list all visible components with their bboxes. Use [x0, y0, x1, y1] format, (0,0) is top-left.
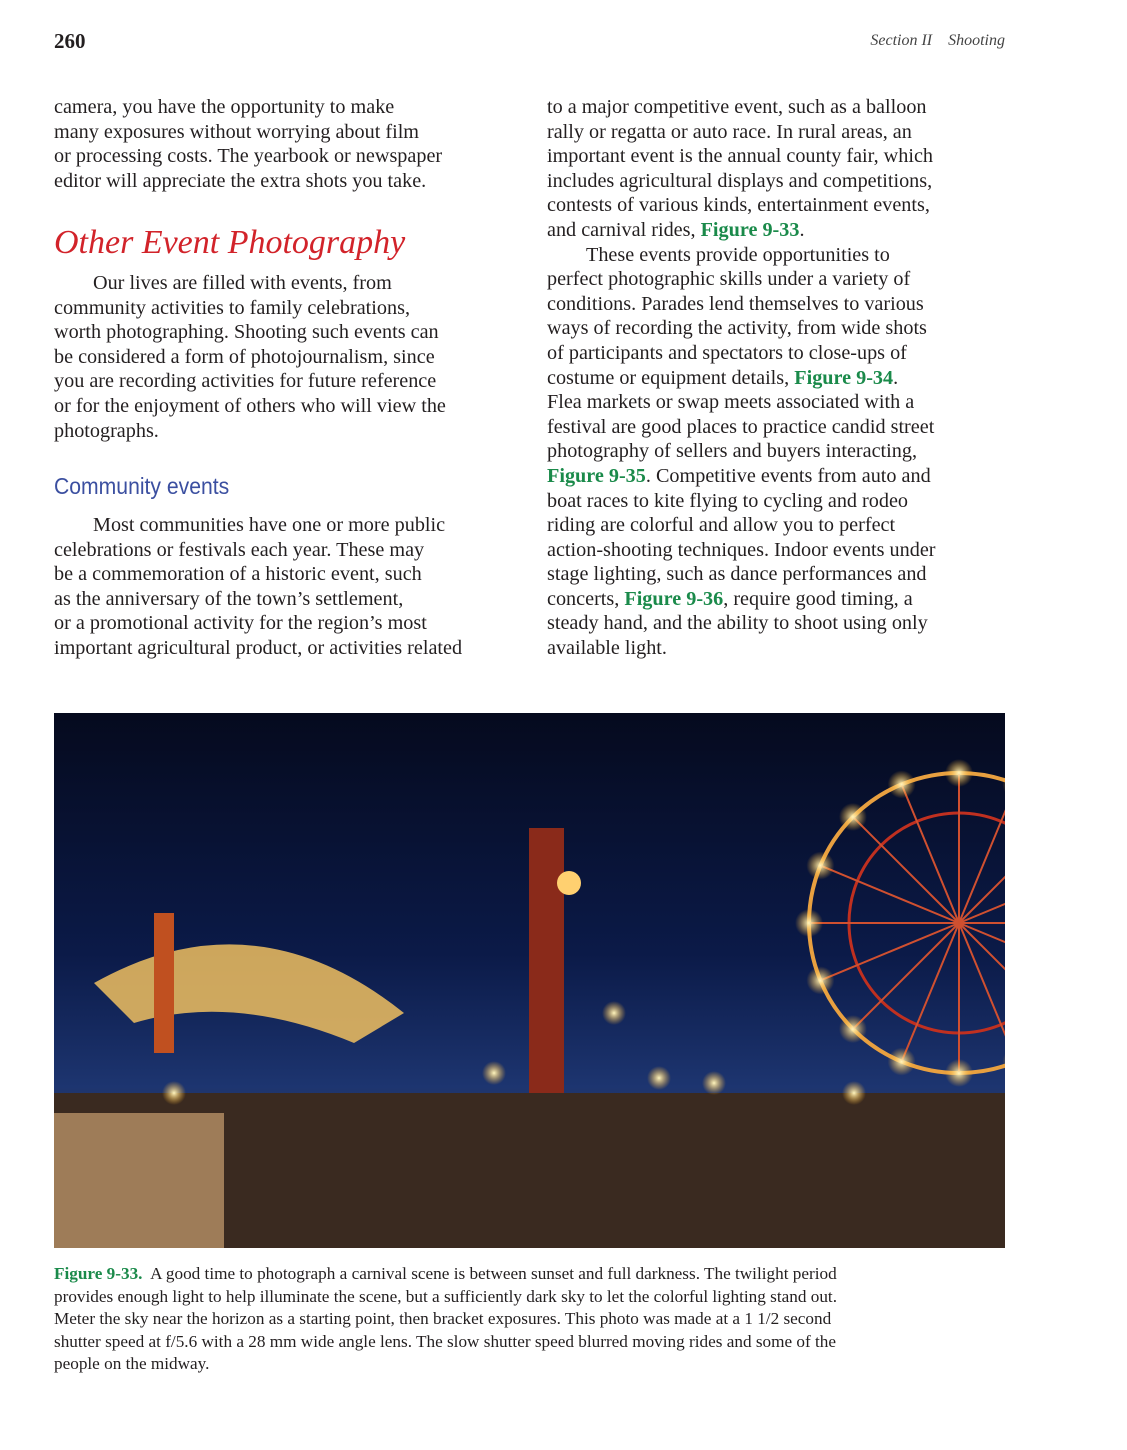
- text-line: [54, 144, 442, 169]
- carnival-photo: [54, 713, 1005, 1248]
- figure-caption: [54, 1263, 1014, 1376]
- text-segment: many exposures without worrying about film: [54, 120, 420, 143]
- text-line: [54, 562, 462, 587]
- text-line: [547, 120, 936, 145]
- figure-reference[interactable]: Figure 9-34: [794, 366, 894, 389]
- light: [842, 1081, 866, 1105]
- section-heading: Other Event Photography: [54, 224, 406, 261]
- text-line: [547, 489, 936, 514]
- text-segment: and carnival rides,: [547, 218, 701, 241]
- text-line: [547, 292, 936, 317]
- text-line: [547, 390, 936, 415]
- light: [888, 1048, 916, 1076]
- text-line: [54, 369, 446, 394]
- ferris-wheel: [809, 773, 1005, 1073]
- text-segment: riding are colorful and allow you to perfect: [547, 514, 896, 537]
- text-segment: or for the enjoyment of others who will view the: [54, 394, 446, 417]
- light: [1002, 1048, 1005, 1076]
- text-line: [54, 345, 446, 370]
- text-line: [547, 316, 936, 341]
- text-line: [547, 587, 936, 612]
- text-segment: Our lives are filled with events, from: [93, 272, 392, 294]
- light: [888, 770, 916, 798]
- text-line: [547, 562, 936, 587]
- text-line: [54, 271, 446, 296]
- text-line: [54, 513, 462, 538]
- text-segment: or a promotional activity for the region’s most: [54, 612, 427, 635]
- left-column-top: [54, 95, 442, 193]
- figure-reference[interactable]: Figure 9-35: [547, 464, 646, 487]
- text-segment: festival are good places to practice candid street: [547, 415, 935, 438]
- text-line: [54, 1286, 1014, 1309]
- text-segment: .: [799, 218, 805, 241]
- light: [482, 1061, 506, 1085]
- light: [945, 759, 973, 787]
- text-line: [54, 320, 446, 345]
- text-line: [54, 587, 462, 612]
- text-line: [54, 1331, 1014, 1354]
- subsection-heading: Community events: [54, 473, 230, 499]
- text-segment: Flea markets or swap meets associated with a: [547, 391, 915, 414]
- text-line: [54, 1353, 1014, 1376]
- tower-ride: [529, 828, 581, 1128]
- text-line: [54, 419, 446, 444]
- text-segment: . Competitive events from auto and: [645, 464, 931, 487]
- light: [839, 1015, 867, 1043]
- figure-reference[interactable]: Figure 9-36: [624, 587, 724, 610]
- right-column: [547, 95, 936, 661]
- text-segment: of participants and spectators to close-ups of: [547, 341, 907, 364]
- spoke: [959, 923, 1005, 980]
- text-segment: as the anniversary of the town’s settlement,: [54, 587, 404, 610]
- light: [702, 1071, 726, 1095]
- text-line: [54, 1308, 1014, 1331]
- text-segment: stage lighting, such as dance performances and: [547, 563, 927, 586]
- text-segment: people on the midway.: [54, 1354, 210, 1374]
- text-line: [54, 611, 462, 636]
- spoke: [959, 923, 1005, 1062]
- light: [795, 909, 823, 937]
- text-segment: Most communities have one or more public: [93, 514, 446, 536]
- text-line: [547, 611, 936, 636]
- text-segment: includes agricultural displays and competitions,: [547, 169, 933, 192]
- text-segment: contests of various kinds, entertainment events,: [547, 194, 930, 217]
- light: [839, 803, 867, 831]
- text-segment: shutter speed at f/5.6 with a 28 mm wide angle lens. The slow shutter speed blurred moving rides and some of the: [54, 1331, 837, 1351]
- text-line: [54, 169, 442, 194]
- text-line: [54, 636, 462, 661]
- text-line: [547, 415, 936, 440]
- text-segment: concerts,: [547, 587, 625, 610]
- light: [602, 1001, 626, 1025]
- text-segment: important event is the annual county fair, which: [547, 145, 934, 168]
- text-line: [547, 513, 936, 538]
- light: [945, 1059, 973, 1087]
- text-line: [547, 366, 936, 391]
- text-segment: A good time to photograph a carnival scene is between sunset and full darkness. The twilight period: [142, 1264, 837, 1283]
- text-line: [54, 1263, 1014, 1286]
- light: [806, 852, 834, 880]
- text-segment: .: [893, 366, 899, 389]
- text-segment: be considered a form of photojournalism, since: [54, 345, 435, 368]
- text-segment: worth photographing. Shooting such events can: [54, 321, 439, 344]
- text-segment: celebrations or festivals each year. These may: [54, 538, 425, 561]
- text-line: [547, 193, 936, 218]
- text-line: [547, 538, 936, 563]
- text-segment: community activities to family celebrations,: [54, 296, 410, 319]
- text-segment: photography of sellers and buyers interacting,: [547, 440, 917, 463]
- text-segment: you are recording activities for future reference: [54, 370, 437, 393]
- light: [1002, 770, 1005, 798]
- text-line: [547, 439, 936, 464]
- left-column-community: [54, 513, 462, 661]
- text-line: [54, 394, 446, 419]
- figure-reference[interactable]: Figure 9-33.: [54, 1264, 143, 1283]
- text-segment: rally or regatta or auto race. In rural areas, an: [547, 120, 912, 143]
- figure-reference[interactable]: Figure 9-33: [700, 218, 800, 241]
- text-line: [547, 144, 936, 169]
- text-segment: or processing costs. The yearbook or newspaper: [54, 145, 443, 168]
- carnival-illustration: [54, 713, 1005, 1248]
- text-line: [547, 267, 936, 292]
- light: [162, 1081, 186, 1105]
- spoke: [853, 923, 959, 1029]
- text-line: [547, 341, 936, 366]
- left-column-intro: [54, 271, 446, 443]
- text-line: [54, 120, 442, 145]
- text-segment: action-shooting techniques. Indoor events under: [547, 538, 936, 561]
- text-segment: to a major competitive event, such as a balloon: [547, 96, 927, 118]
- spoke: [959, 866, 1005, 923]
- text-segment: conditions. Parades lend themselves to various: [547, 292, 924, 315]
- text-segment: boat races to kite flying to cycling and rodeo: [547, 489, 909, 512]
- text-segment: photographs.: [54, 419, 159, 442]
- text-line: [547, 464, 936, 489]
- text-line: [547, 636, 936, 661]
- spoke: [853, 817, 959, 923]
- text-segment: perfect photographic skills under a variety of: [547, 268, 911, 291]
- text-segment: steady hand, and the ability to shoot using only: [547, 612, 928, 635]
- text-segment: editor will appreciate the extra shots you take.: [54, 169, 427, 192]
- text-line: [54, 296, 446, 321]
- text-segment: provides enough light to help illuminate the scene, but a sufficiently dark sky to let the colorful lighting stand out.: [54, 1286, 837, 1306]
- text-line: [54, 538, 462, 563]
- running-head: Section II Shooting: [870, 32, 1005, 49]
- text-line: [547, 95, 936, 120]
- spoke: [959, 784, 1005, 923]
- text-line: [547, 218, 936, 243]
- light: [647, 1066, 671, 1090]
- text-segment: Meter the sky near the horizon as a starting point, then bracket exposures. This photo was made at a 1 1/2 second: [54, 1309, 832, 1329]
- light: [806, 966, 834, 994]
- text-line: [54, 95, 442, 120]
- text-segment: available light.: [547, 637, 667, 660]
- text-segment: costume or equipment details,: [547, 366, 795, 389]
- text-line: [547, 169, 936, 194]
- text-segment: important agricultural product, or activities related: [54, 636, 463, 659]
- text-segment: , require good timing, a: [723, 587, 913, 610]
- text-line: [547, 243, 936, 268]
- text-segment: These events provide opportunities to: [586, 243, 890, 266]
- page-number: 260: [54, 29, 86, 53]
- text-segment: ways of recording the activity, from wide shots: [547, 317, 927, 340]
- text-segment: be a commemoration of a historic event, such: [54, 563, 422, 586]
- spinning-ride: [94, 913, 404, 1053]
- text-segment: camera, you have the opportunity to make: [54, 96, 395, 118]
